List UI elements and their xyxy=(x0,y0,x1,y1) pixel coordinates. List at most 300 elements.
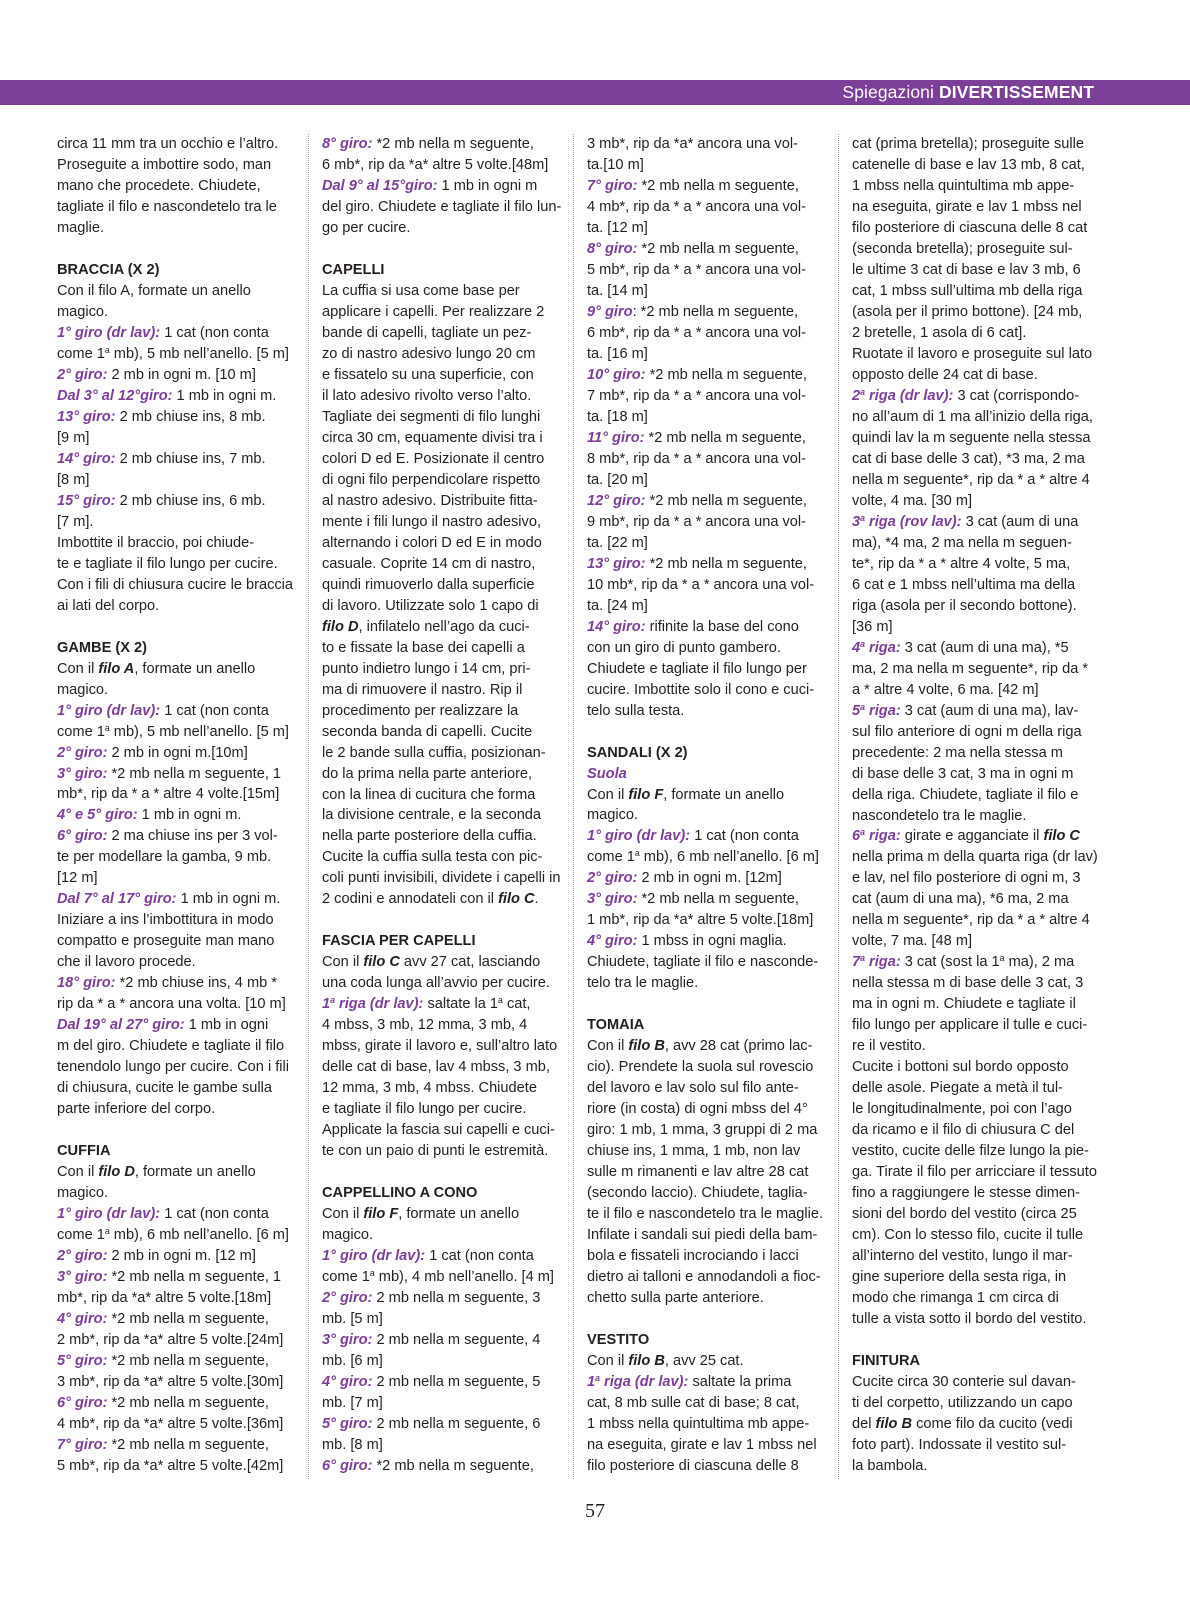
text-line xyxy=(587,1225,825,1246)
text-line xyxy=(852,1435,1090,1456)
text-segment: telo sulla testa. xyxy=(587,702,685,719)
step-label: 3° giro: xyxy=(587,891,638,908)
superscript: a xyxy=(860,387,865,397)
text-segment: , formate un anello xyxy=(134,1164,256,1181)
text-line xyxy=(57,1183,295,1204)
heading-text: TOMAIA xyxy=(587,1017,645,1034)
text-segment: mb. [6 m] xyxy=(322,1353,383,1370)
text-line xyxy=(322,764,560,785)
text-segment: le longitudinalmente, poi con l’ago xyxy=(852,1101,1072,1118)
superscript: a xyxy=(860,953,865,964)
text-line xyxy=(322,701,560,722)
yarn-label: filo C xyxy=(498,891,535,908)
text-segment: mb*, rip da *a* altre 5 volte.[18m] xyxy=(57,1290,272,1307)
text-column-4 xyxy=(852,134,1098,1477)
text-segment: 1 cat (non conta xyxy=(160,324,269,341)
text-line xyxy=(322,302,560,323)
text-segment: chetto sulla parte anteriore. xyxy=(587,1290,764,1307)
yarn-label: filo D xyxy=(322,618,359,635)
text-line xyxy=(852,575,1090,596)
paragraph-gap xyxy=(322,1162,560,1183)
step-label: 18° giro: xyxy=(57,975,116,992)
text-segment: cat, 8 mb sulle cat di base; 8 cat, xyxy=(587,1395,800,1412)
step-label: 8° giro: xyxy=(322,136,373,152)
text-segment: ta. [12 m] xyxy=(587,219,648,236)
text-line xyxy=(322,826,560,847)
text-line xyxy=(57,1225,295,1246)
text-segment: , formate un anello xyxy=(134,660,256,677)
text-line xyxy=(57,743,295,764)
yarn-label: filo C xyxy=(1043,828,1080,845)
text-line xyxy=(57,554,295,575)
text-line xyxy=(57,386,295,407)
text-line xyxy=(587,344,825,365)
text-segment: mb), 6 mb nell’anello. [6 m] xyxy=(109,1227,289,1244)
text-segment: 1 cat (non conta xyxy=(690,828,799,845)
section-heading xyxy=(587,1330,825,1351)
text-segment: , formate un anello xyxy=(398,1206,520,1223)
paragraph-gap xyxy=(587,1309,825,1330)
text-segment: come 1 xyxy=(57,1227,105,1244)
text-segment: catenelle di base e lav 13 mb, 8 cat, xyxy=(852,156,1085,173)
text-segment: gine superiore della sesta riga, in xyxy=(852,1269,1067,1286)
text-line xyxy=(57,1057,295,1078)
text-segment: 8 mb*, rip da * a * ancora una vol- xyxy=(587,450,807,467)
text-line xyxy=(322,722,560,743)
text-segment: te per modellare la gamba, 9 mb. xyxy=(57,849,272,866)
text-line xyxy=(57,491,295,512)
step-label: 4 xyxy=(852,639,861,656)
text-segment: 9 mb*, rip da * a * ancora una vol- xyxy=(587,513,807,530)
text-line xyxy=(852,533,1090,554)
heading-text: CAPELLI xyxy=(322,261,385,278)
step-label: 4° giro: xyxy=(57,1311,108,1328)
text-line xyxy=(57,1246,295,1267)
text-segment: mbss, girate il lavoro e, sull’altro lato xyxy=(322,1038,558,1055)
text-line xyxy=(852,323,1090,344)
text-line xyxy=(852,470,1090,491)
text-segment: (seconda bretella); proseguite sul- xyxy=(852,240,1073,257)
text-segment: cat di base delle 3 cat), *3 ma, 2 ma xyxy=(852,450,1085,467)
text-line xyxy=(852,1162,1097,1183)
text-segment: Con il xyxy=(57,660,99,677)
text-segment: cat (aum di una ma), *6 ma, 2 ma xyxy=(852,891,1069,908)
text-segment: cat, 1 mbss sull’ultima mb della riga xyxy=(852,282,1083,299)
text-segment: ma di rimuovere il nastro. Rip il xyxy=(322,681,523,698)
paragraph-gap xyxy=(57,239,295,260)
text-segment: te il filo e nascondetelo tra le maglie. xyxy=(587,1206,824,1223)
text-segment: Chiudete, tagliate il filo e nasconde- xyxy=(587,954,819,971)
text-line xyxy=(852,826,1090,847)
step-label: Dal 9° al 15°giro: xyxy=(322,177,438,194)
yarn-label: filo D xyxy=(98,1164,135,1181)
text-line xyxy=(587,1204,825,1225)
text-segment: con la linea di cucitura che forma xyxy=(322,786,536,803)
text-line xyxy=(587,910,825,931)
text-line xyxy=(852,659,1090,680)
text-segment: Infilate i sandali sui piedi della bam- xyxy=(587,1227,818,1244)
text-column-3 xyxy=(587,134,825,1477)
step-label: Dal 3° al 12°giro: xyxy=(57,387,173,404)
superscript: a xyxy=(634,848,640,859)
text-segment: 2 mb nella m seguente, 4 xyxy=(372,1332,541,1349)
text-line xyxy=(587,1246,825,1267)
text-segment: ta. [22 m] xyxy=(587,534,648,551)
text-line xyxy=(322,1120,560,1141)
column-separator xyxy=(838,134,839,1479)
text-line xyxy=(852,1414,1090,1435)
yarn-label: filo B xyxy=(628,1038,665,1055)
paragraph-gap xyxy=(852,1330,1090,1351)
text-segment: zo di nastro adesivo lungo 20 cm xyxy=(322,345,536,362)
text-line xyxy=(57,323,295,344)
text-line xyxy=(57,1414,295,1435)
section-heading xyxy=(57,638,295,659)
text-segment: 3 mb*, rip da *a* altre 5 volte.[30m] xyxy=(57,1374,284,1391)
text-line xyxy=(57,428,295,449)
text-line xyxy=(587,1456,825,1477)
text-line xyxy=(322,743,560,764)
text-segment: precedente: 2 ma nella stessa m xyxy=(852,744,1063,761)
text-segment: 4 mb*, rip da * a * ancora una vol- xyxy=(587,198,807,215)
text-line xyxy=(587,1267,825,1288)
text-line xyxy=(57,1456,295,1477)
step-label: riga: xyxy=(865,702,901,719)
text-line xyxy=(322,1246,560,1267)
text-line xyxy=(322,344,560,365)
section-heading xyxy=(587,743,825,764)
text-line xyxy=(57,1267,295,1288)
text-line xyxy=(57,701,295,722)
text-line xyxy=(57,1162,295,1183)
text-segment: procedimento per realizzare la xyxy=(322,702,519,719)
column-separator xyxy=(308,134,309,1479)
text-segment: to e fissate la base dei capelli a xyxy=(322,639,525,656)
text-segment: 10 mb*, rip da * a * ancora una vol- xyxy=(587,576,815,593)
text-segment: mb. [7 m] xyxy=(322,1395,383,1412)
text-line xyxy=(57,1351,295,1372)
superscript: a xyxy=(369,1268,375,1279)
text-segment: maglie. xyxy=(57,219,105,236)
text-line xyxy=(57,197,295,218)
text-segment: do la prima nella parte anteriore, xyxy=(322,765,533,782)
text-line xyxy=(57,1330,295,1351)
text-segment: della riga. Chiudete, tagliate il filo e xyxy=(852,786,1079,803)
text-segment: rip da * a * ancora una volta. [10 m] xyxy=(57,996,286,1013)
heading-text: CAPPELLINO A CONO xyxy=(322,1185,478,1202)
text-line xyxy=(57,365,295,386)
text-line xyxy=(57,449,295,470)
text-line xyxy=(587,680,825,701)
step-label: riga (dr lav): xyxy=(335,996,424,1013)
superscript: a xyxy=(860,512,865,523)
step-label: 5 xyxy=(852,702,861,719)
text-line xyxy=(57,302,295,323)
text-segment: punto indietro lungo i 14 cm, pri- xyxy=(322,660,531,677)
text-segment: sulle m rimanenti e lav altre 28 cat xyxy=(587,1164,809,1181)
text-segment: fino a raggiungere le stesse dimen- xyxy=(852,1185,1080,1202)
text-line xyxy=(852,1267,1090,1288)
text-line xyxy=(587,1372,825,1393)
text-segment: cat, xyxy=(502,996,531,1013)
text-segment: Cucite circa 30 conterie sul davan- xyxy=(852,1374,1076,1391)
text-segment: Con il filo A, formate un anello xyxy=(57,282,251,299)
text-segment: Con il xyxy=(322,954,364,971)
text-line xyxy=(322,1141,560,1162)
text-line xyxy=(587,428,825,449)
column-separator xyxy=(573,134,574,1479)
yarn-label: filo A xyxy=(98,660,135,677)
yarn-label: filo B xyxy=(875,1416,913,1433)
section-heading xyxy=(852,1351,1090,1372)
text-line xyxy=(852,407,1093,428)
text-segment: saltate la prima xyxy=(688,1374,792,1391)
text-segment: del lavoro e lav solo sul filo ante- xyxy=(587,1080,799,1097)
step-label: 1 xyxy=(587,1374,596,1391)
step-label: 6° giro: xyxy=(57,1395,108,1412)
heading-text: SANDALI (X 2) xyxy=(587,744,688,761)
text-line xyxy=(587,176,825,197)
text-segment: 2 bretelle, 1 asola di 6 cat]. xyxy=(852,324,1027,341)
text-line xyxy=(852,554,1090,575)
superscript: a xyxy=(999,953,1005,964)
text-line xyxy=(57,1393,295,1414)
page-number: 57 xyxy=(585,1500,605,1522)
text-segment: filo posteriore di ciascuna delle 8 xyxy=(587,1457,799,1474)
text-segment: 7 mb*, rip da * a * ancora una vol- xyxy=(587,387,807,404)
text-line xyxy=(852,617,1090,638)
step-label: 1 xyxy=(322,996,331,1013)
text-segment: Proseguite a imbottire sodo, man xyxy=(57,156,272,173)
text-line xyxy=(852,512,1090,533)
text-line xyxy=(587,659,825,680)
text-line xyxy=(852,743,1090,764)
text-segment: ta. [20 m] xyxy=(587,471,648,488)
text-line xyxy=(322,470,560,491)
text-line xyxy=(852,596,1090,617)
text-line xyxy=(322,1309,560,1330)
text-segment: le ultime 3 cat di base e lav 3 mb, 6 xyxy=(852,261,1081,278)
step-label: 3° giro: xyxy=(57,1269,108,1286)
text-segment: e lav, nel filo posteriore di ogni m, 3 xyxy=(852,870,1081,887)
text-segment: 2 mb nella m seguente, 5 xyxy=(372,1374,541,1391)
text-line xyxy=(322,868,560,889)
text-segment: 1 mb in ogni xyxy=(184,1017,269,1034)
text-segment: 6 mb*, rip da * a * ancora una vol- xyxy=(587,324,807,341)
text-segment: 3 cat (aum di una xyxy=(961,513,1079,530)
text-segment: [7 m]. xyxy=(57,513,94,530)
text-line xyxy=(57,659,295,680)
text-segment: Iniziare a ins l’imbottitura in modo xyxy=(57,912,274,929)
text-line xyxy=(322,449,560,470)
text-line xyxy=(852,1183,1090,1204)
text-line xyxy=(587,323,825,344)
text-line xyxy=(587,805,825,826)
text-segment: la bambola. xyxy=(852,1458,928,1474)
text-line xyxy=(322,575,560,596)
text-line xyxy=(852,344,1093,365)
text-segment: delle asole. Piegate a metà il tul- xyxy=(852,1080,1063,1097)
text-segment: nella stessa m di base delle 3 cat, 3 xyxy=(852,975,1084,992)
text-segment: 1 cat (non conta xyxy=(425,1248,534,1265)
text-line xyxy=(852,176,1090,197)
text-line xyxy=(852,973,1090,994)
step-label: 4° e 5° giro: xyxy=(57,807,138,824)
text-line xyxy=(57,470,295,491)
text-line xyxy=(852,994,1090,1015)
text-segment: Applicate la fascia sui capelli e cuci- xyxy=(322,1122,555,1139)
paragraph-gap xyxy=(587,722,825,743)
step-label: 6 xyxy=(852,828,861,845)
text-line xyxy=(322,1288,560,1309)
text-line xyxy=(587,1036,825,1057)
text-segment: rifinite la base del cono xyxy=(645,618,799,635)
text-line xyxy=(852,1015,1090,1036)
step-label: riga (rov lav): xyxy=(865,513,962,530)
step-label: 13° giro: xyxy=(57,408,116,425)
text-segment: 1 mb*, rip da *a* altre 5 volte.[18m] xyxy=(587,912,814,929)
text-segment: colori D ed E. Posizionate il centro xyxy=(322,450,545,467)
text-line xyxy=(587,764,825,785)
text-line xyxy=(587,1099,825,1120)
text-line xyxy=(57,176,295,197)
text-line xyxy=(57,931,295,952)
heading-text: FINITURA xyxy=(852,1353,921,1370)
text-line xyxy=(322,1393,560,1414)
text-line xyxy=(587,638,825,659)
text-line xyxy=(587,868,825,889)
text-segment: di ogni filo perpendicolare rispetto xyxy=(322,471,541,488)
section-heading xyxy=(57,260,295,281)
text-line xyxy=(587,575,825,596)
text-segment: *2 mb nella m seguente, xyxy=(637,891,799,908)
text-line xyxy=(852,764,1090,785)
text-segment: nella m seguente*, rip da * a * altre 4 xyxy=(852,912,1090,929)
text-line xyxy=(322,554,560,575)
text-line xyxy=(57,868,295,889)
text-segment: 2 mb chiuse ins, 6 mb. xyxy=(115,492,266,509)
text-line xyxy=(587,1414,825,1435)
text-line xyxy=(322,805,560,826)
text-segment: mb. [5 m] xyxy=(322,1311,383,1328)
text-segment: *2 mb nella m seguente, xyxy=(372,136,534,152)
text-segment: 2 codini e annodateli con il xyxy=(322,891,499,908)
text-segment: come 1 xyxy=(57,723,105,740)
text-segment: tagliate il filo e nascondetelo tra le xyxy=(57,198,277,215)
text-segment: Con il xyxy=(322,1206,364,1223)
text-line xyxy=(57,764,295,785)
text-segment: ta. [18 m] xyxy=(587,408,648,425)
step-label: 3° giro: xyxy=(57,765,108,782)
text-segment: circa 30 cm, equamente divisi tra i xyxy=(322,429,543,446)
text-segment: : *2 mb nella m seguente, xyxy=(632,303,799,320)
text-segment: modo che rimanga 1 cm circa di xyxy=(852,1290,1059,1307)
text-segment: vestito, cucite delle filze lungo la pie- xyxy=(852,1143,1089,1160)
text-segment: [36 m] xyxy=(852,618,893,635)
text-line xyxy=(587,1162,825,1183)
step-label: 2° giro: xyxy=(587,870,638,887)
text-line xyxy=(322,218,560,239)
text-segment: 1 mb in ogni m. xyxy=(137,807,242,824)
step-label: 15° giro: xyxy=(57,492,116,509)
text-segment: 5 mb*, rip da * a * ancora una vol- xyxy=(587,261,807,278)
superscript: a xyxy=(104,1226,110,1237)
text-line xyxy=(587,512,825,533)
text-line xyxy=(587,218,825,239)
text-line xyxy=(587,491,825,512)
text-segment: all’interno del vestito, lungo il mar- xyxy=(852,1248,1073,1265)
text-segment: cio). Prendete la suola sul rovescio xyxy=(587,1059,814,1076)
text-line xyxy=(587,239,825,260)
text-line xyxy=(322,323,560,344)
text-line xyxy=(852,847,1098,868)
text-segment: ai lati del corpo. xyxy=(57,597,160,614)
text-line xyxy=(587,134,825,155)
text-segment: ma, 2 ma nella m seguente*, rip da * xyxy=(852,660,1089,677)
step-label: riga: xyxy=(865,954,901,971)
text-line xyxy=(852,910,1090,931)
step-label: 3° giro: xyxy=(322,1332,373,1349)
text-segment: cat (prima bretella); proseguite sulle xyxy=(852,136,1084,152)
step-label: 4° giro: xyxy=(322,1374,373,1391)
text-segment: ma), 2 ma xyxy=(1004,954,1075,971)
superscript: a xyxy=(330,995,335,1006)
text-line xyxy=(322,1414,560,1435)
step-label: 4° giro: xyxy=(587,933,638,950)
text-line xyxy=(57,1435,295,1456)
text-line xyxy=(852,197,1090,218)
text-segment: *2 mb nella m seguente, xyxy=(645,366,807,383)
text-line xyxy=(587,1393,825,1414)
text-segment: bola e fissateli incrociando i lacci xyxy=(587,1248,799,1265)
text-segment: 3 mb*, rip da *a* ancora una vol- xyxy=(587,136,798,152)
text-line xyxy=(322,680,560,701)
text-segment: Tagliate dei segmenti di filo lunghi xyxy=(322,408,541,425)
text-segment: (asola per il primo bottone). [24 mb, xyxy=(852,303,1083,320)
text-line xyxy=(587,449,825,470)
text-line xyxy=(852,1246,1090,1267)
text-line xyxy=(57,784,295,805)
text-segment: a * altre 4 volte, 6 ma. [42 m] xyxy=(852,681,1039,698)
text-segment: 4 mbss, 3 mb, 12 mma, 3 mb, 4 xyxy=(322,1017,528,1034)
text-line xyxy=(852,1099,1090,1120)
text-segment: riga (asola per il secondo bottone). xyxy=(852,597,1077,614)
text-line xyxy=(322,386,560,407)
text-line xyxy=(852,239,1090,260)
text-line xyxy=(852,302,1090,323)
step-label: 14° giro: xyxy=(57,450,116,467)
superscript: a xyxy=(860,638,865,649)
section-heading xyxy=(57,1141,295,1162)
text-line xyxy=(587,1351,825,1372)
text-line xyxy=(57,512,295,533)
text-line xyxy=(852,1141,1090,1162)
text-line xyxy=(852,1372,1090,1393)
text-segment: *2 mb nella m seguente, 1 xyxy=(107,765,282,782)
text-line xyxy=(322,281,560,302)
text-segment: filo posteriore di ciascuna delle 8 cat xyxy=(852,219,1088,236)
text-segment: di base delle 3 cat, 3 ma in ogni m xyxy=(852,765,1074,782)
text-segment: 2 mb in ogni m.[10m] xyxy=(107,744,248,761)
text-segment: opposto delle 24 cat di base. xyxy=(852,366,1038,383)
text-segment: ta. [24 m] xyxy=(587,597,648,614)
text-line xyxy=(587,470,825,491)
text-line xyxy=(322,889,560,910)
superscript: a xyxy=(860,701,865,712)
text-line xyxy=(852,638,1090,659)
text-line xyxy=(322,428,560,449)
text-segment: *2 mb nella m seguente, xyxy=(107,1395,269,1412)
